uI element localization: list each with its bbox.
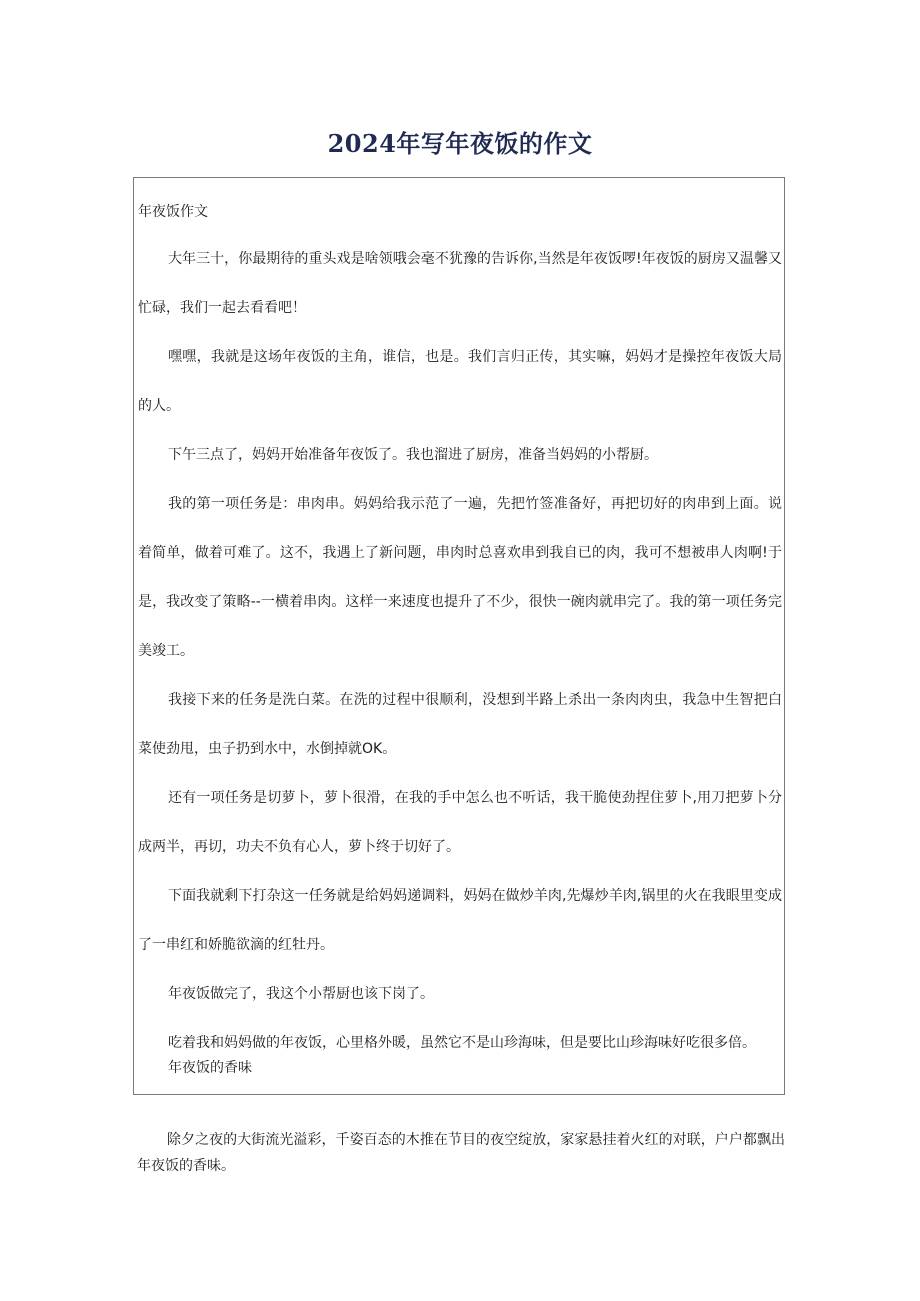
essay-paragraph: 我接下来的任务是洗白菜。在洗的过程中很顺利，没想到半路上杀出一条肉肉虫，我急中生智把白菜使劲甩，虫子扔到水中，水倒掉就OK。 — [138, 692, 782, 757]
essay-paragraph: 年夜饭做完了，我这个小帮厨也该下岗了。 — [168, 986, 434, 1002]
essay-paragraph: 吃着我和妈妈做的年夜饭，心里格外暖，虽然它不是山珍海味，但是要比山珍海味好吃很多倍。 — [168, 1035, 756, 1051]
essay-paragraph: 我的第一项任务是：串肉串。妈妈给我示范了一遍，先把竹签准备好，再把切好的肉串到上面。说着简单，做着可难了。这不，我遇上了新问题，串肉时总喜欢串到我自已的肉，我可不想被串人肉啊!于是，我改变了策略--一横着串肉。这样一来速度也提升了不少，很快一碗肉就串完了。我的第一项任务完美竣工。 — [138, 496, 782, 659]
essay-paragraph: 下面我就剩下打杂这一任务就是给妈妈递调料，妈妈在做炒羊肉,先爆炒羊肉,锅里的火在我眼里变成了一串红和娇脆欲滴的红牡丹。 — [138, 888, 782, 953]
document-title: 2024年写年夜饭的作文 — [327, 129, 593, 158]
essay-paragraph: 还有一项任务是切萝卜，萝卜很滑，在我的手中怎么也不听话，我干脆使劲捏住萝卜,用刀把萝卜分成两半，再切，功夫不负有心人，萝卜终于切好了。 — [138, 790, 782, 855]
essay-paragraph: 下午三点了，妈妈开始准备年夜饭了。我也溜进了厨房，准备当妈妈的小帮厨。 — [168, 447, 658, 463]
essay-subheading: 年夜饭的香味 — [168, 1060, 252, 1076]
trailing-paragraph: 除夕之夜的大街流光溢彩，千姿百态的木推在节目的夜空绽放，家家悬挂着火红的对联，户户都飘出年夜饭的香味。 — [137, 1132, 785, 1174]
essay-paragraph: 大年三十，你最期待的重头戏是啥领哦会毫不犹豫的告诉你,当然是年夜饭啰!年夜饭的厨房又温馨又忙碌，我们一起去看看吧！ — [138, 251, 782, 316]
essay-heading: 年夜饭作文 — [138, 204, 208, 220]
essay-paragraph: 嘿嘿，我就是这场年夜饭的主角，谁信，也是。我们言归正传，其实嘛，妈妈才是操控年夜饭大局的人。 — [138, 349, 782, 414]
essay-box — [133, 177, 785, 1095]
